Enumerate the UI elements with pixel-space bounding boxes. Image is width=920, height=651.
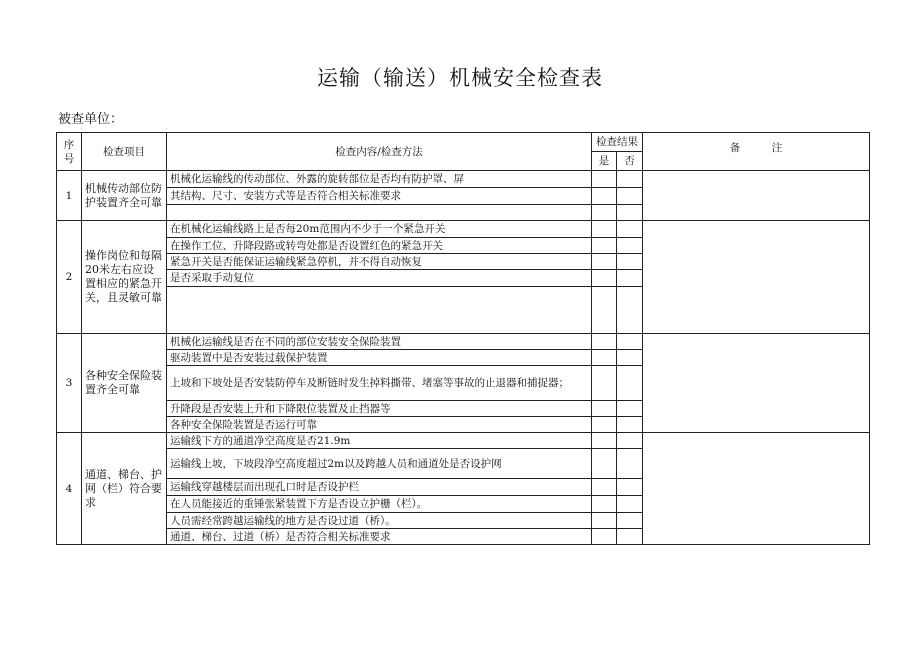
- section-number: 4: [57, 433, 82, 545]
- result-no-cell[interactable]: [617, 171, 643, 188]
- section-number: 1: [57, 171, 82, 221]
- result-yes-cell[interactable]: [592, 366, 617, 401]
- result-no-cell[interactable]: [617, 254, 643, 270]
- result-yes-cell[interactable]: [592, 171, 617, 188]
- remarks-cell[interactable]: [643, 433, 870, 545]
- header-item: 检查项目: [82, 133, 167, 171]
- result-no-cell[interactable]: [617, 417, 643, 433]
- result-no-cell[interactable]: [617, 366, 643, 401]
- check-content: 在操作工位、升降段路或转弯处都是否设置红色的紧急开关: [167, 238, 592, 254]
- result-no-cell[interactable]: [617, 205, 643, 221]
- check-content: 通道、梯台、过道（桥）是否符合相关标准要求: [167, 529, 592, 545]
- header-content: 检查内容/检查方法: [167, 133, 592, 171]
- table-row: [57, 171, 870, 188]
- check-content: [167, 287, 592, 334]
- result-yes-cell[interactable]: [592, 513, 617, 529]
- result-no-cell[interactable]: [617, 496, 643, 513]
- result-yes-cell[interactable]: [592, 254, 617, 270]
- inspection-table: [56, 132, 870, 545]
- result-no-cell[interactable]: [617, 221, 643, 238]
- remarks-cell[interactable]: [643, 221, 870, 334]
- table-row: [57, 334, 870, 350]
- check-content: 运输线穿越楼层而出现孔口时是否设护栏: [167, 479, 592, 496]
- check-content: 是否采取手动复位: [167, 270, 592, 287]
- result-no-cell[interactable]: [617, 334, 643, 350]
- result-yes-cell[interactable]: [592, 417, 617, 433]
- result-no-cell[interactable]: [617, 188, 643, 205]
- result-no-cell[interactable]: [617, 401, 643, 417]
- section-number: 2: [57, 221, 82, 334]
- check-content: 人员需经常跨越运输线的地方是否设过道（桥）。: [167, 513, 592, 529]
- check-content: 在机械化运输线路上是否每20m范围内不少于一个紧急开关: [167, 221, 592, 238]
- page-title: 运输（输送）机械安全检查表: [317, 66, 603, 90]
- check-content: 驱动装置中是否安装过载保护装置: [167, 350, 592, 366]
- table-row: [57, 433, 870, 449]
- check-content: 机械化运输线的传动部位、外露的旋转部位是否均有防护罩、屏: [167, 171, 592, 188]
- inspected-unit-label: 被查单位：: [58, 112, 124, 127]
- check-content: 紧急开关是否能保证运输线紧急停机，并不得自动恢复: [167, 254, 592, 270]
- result-yes-cell[interactable]: [592, 334, 617, 350]
- check-content: 机械化运输线是否在不同的部位安装安全保险装置: [167, 334, 592, 350]
- result-yes-cell[interactable]: [592, 270, 617, 287]
- result-no-cell[interactable]: [617, 529, 643, 545]
- check-item: 各种安全保险装置齐全可靠: [82, 334, 167, 433]
- header-result: 检查结果: [592, 133, 643, 152]
- result-yes-cell[interactable]: [592, 188, 617, 205]
- check-content: 其结构、尺寸、安装方式等是否符合相关标准要求: [167, 188, 592, 205]
- result-no-cell[interactable]: [617, 238, 643, 254]
- check-content: 在人员能接近的重锤张紧装置下方是否设立护栅（栏）。: [167, 496, 592, 513]
- result-no-cell[interactable]: [617, 513, 643, 529]
- remarks-cell[interactable]: [643, 171, 870, 221]
- result-no-cell[interactable]: [617, 270, 643, 287]
- check-content: [167, 205, 592, 221]
- check-item: 机械传动部位防护装置齐全可靠: [82, 171, 167, 221]
- result-yes-cell[interactable]: [592, 350, 617, 366]
- result-yes-cell[interactable]: [592, 401, 617, 417]
- check-content: 升降段是否安装上升和下降限位装置及止挡器等: [167, 401, 592, 417]
- check-content: 上坡和下坡处是否安装防停车及断链时发生掉料撕带、堵塞等事故的止退器和捕捉器；: [167, 366, 592, 401]
- result-yes-cell[interactable]: [592, 529, 617, 545]
- result-no-cell[interactable]: [617, 287, 643, 334]
- result-no-cell[interactable]: [617, 350, 643, 366]
- result-yes-cell[interactable]: [592, 433, 617, 449]
- remarks-cell[interactable]: [643, 334, 870, 433]
- result-yes-cell[interactable]: [592, 238, 617, 254]
- check-item: 通道、梯台、护网（栏）符合要求: [82, 433, 167, 545]
- table-row: [57, 221, 870, 238]
- header-no-result: 否: [617, 152, 643, 171]
- result-yes-cell[interactable]: [592, 287, 617, 334]
- result-yes-cell[interactable]: [592, 479, 617, 496]
- result-no-cell[interactable]: [617, 433, 643, 449]
- section-number: 3: [57, 334, 82, 433]
- result-yes-cell[interactable]: [592, 221, 617, 238]
- check-item: 操作岗位和每隔20米左右应设置相应的紧急开关，且灵敏可靠: [82, 221, 167, 334]
- header-remarks: 备 注: [643, 133, 870, 171]
- result-no-cell[interactable]: [617, 479, 643, 496]
- check-content: 运输线下方的通道净空高度是否21.9m: [167, 433, 592, 449]
- result-no-cell[interactable]: [617, 449, 643, 479]
- inspection-sections: [57, 171, 870, 545]
- result-yes-cell[interactable]: [592, 449, 617, 479]
- result-yes-cell[interactable]: [592, 205, 617, 221]
- result-yes-cell[interactable]: [592, 496, 617, 513]
- header-no: 序号: [57, 133, 82, 171]
- header-yes: 是: [592, 152, 617, 171]
- check-content: 运输线上坡，下坡段净空高度超过2m以及跨越人员和通道处是否设护网: [167, 449, 592, 479]
- check-content: 各种安全保险装置是否运行可靠: [167, 417, 592, 433]
